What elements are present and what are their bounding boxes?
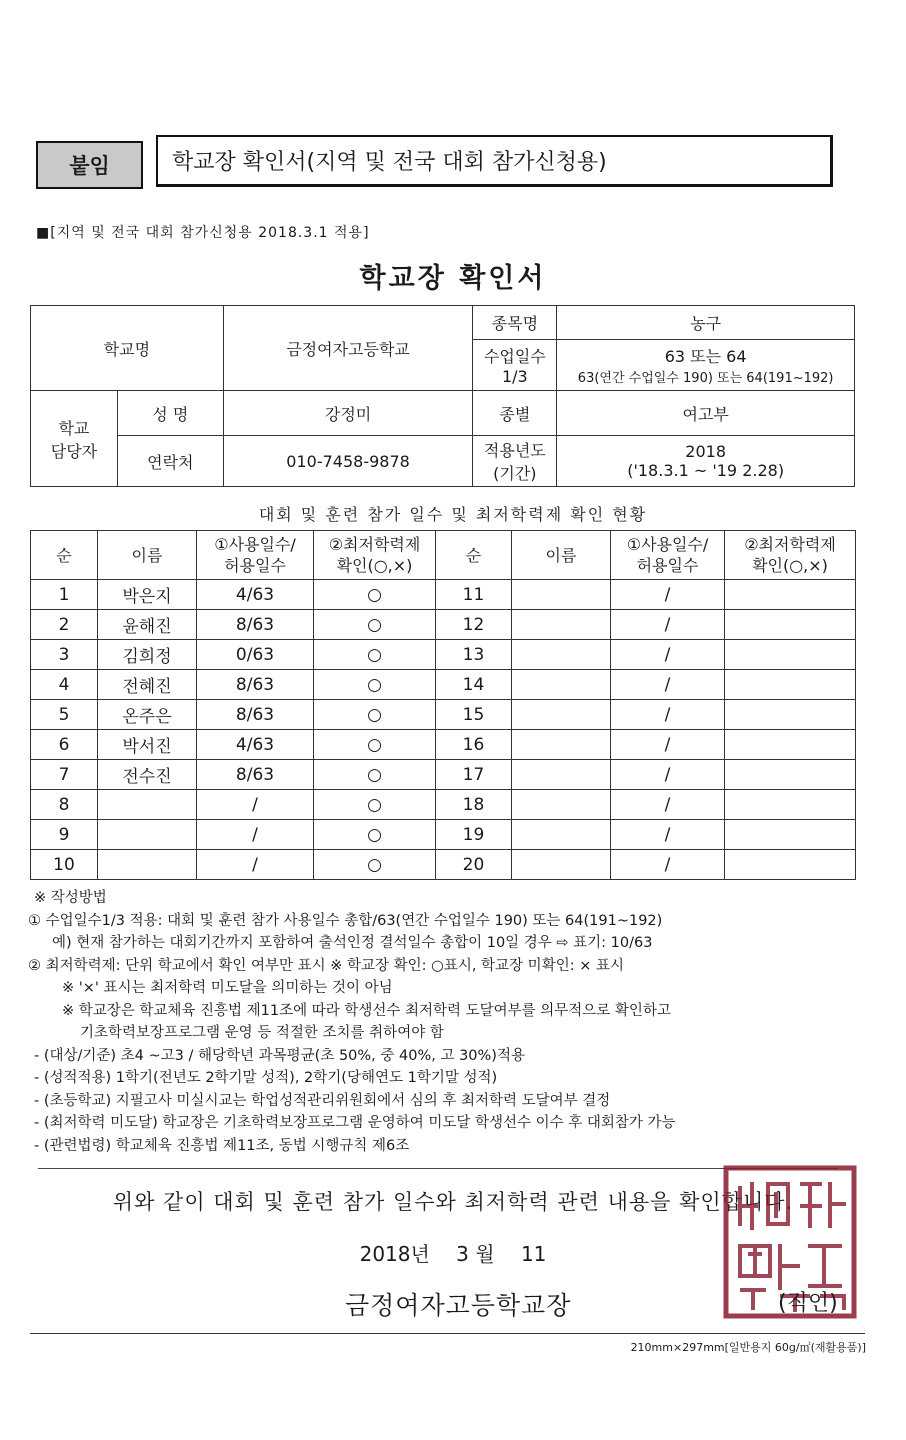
status-table — [30, 530, 856, 880]
table-row: 1 박은지 4/63 ○ 11 / — [31, 580, 856, 610]
school-info-table — [30, 305, 855, 487]
note-principal-duty: ※ 학교장은 학교체육 진흥법 제11조에 따라 학생선수 최저학력 도달여부를 의무적으로 확인하고 — [62, 1002, 671, 1019]
header-title: 학교장 확인서(지역 및 전국 대회 참가신청용) — [172, 150, 607, 175]
table-row: 7 전수진 8/63 ○ 17 / — [31, 760, 856, 790]
document-title: 학교장 확인서 — [359, 263, 547, 294]
writing-instructions — [28, 887, 873, 1157]
note-x-meaning: ※ '×' 표시는 최저학력 미도달을 의미하는 것이 아님 — [62, 980, 393, 996]
note-min-academic: ② 최저학력제: 단위 학교에서 확인 여부만 표시 ※ 학교장 확인: ○표시, 학교장 미확인: × 표시 — [28, 957, 624, 974]
table-row: 10 / ○ 20 / — [31, 850, 856, 880]
col-min-check: ②최저학력제 확인(○,×) — [314, 531, 436, 580]
col-days-2: ①사용일수/ 허용일수 — [611, 531, 725, 580]
note-related-law: - (관련법령) 학교체육 진흥법 제11조, 동법 시행규칙 제6조 — [34, 1137, 410, 1154]
year-value: 2018 ('18.3.1 ~ '19 2.28) — [557, 436, 855, 487]
division-label: 종별 — [473, 391, 557, 436]
notes-heading: ※ 작성방법 — [34, 890, 107, 906]
table-row: 4 전혜진 8/63 ○ 14 / — [31, 670, 856, 700]
table-row: 5 온주은 8/63 ○ 15 / — [31, 700, 856, 730]
col-min-check-2: ②최저학력제 확인(○,×) — [725, 531, 856, 580]
contact-label: 연락처 — [117, 436, 223, 487]
seal-label: (직인) — [778, 1291, 838, 1316]
table-row: 6 박서진 4/63 ○ 16 / — [31, 730, 856, 760]
principal-name: 금정여자고등학교장 — [345, 1291, 572, 1320]
date-month: 3 월 — [456, 1242, 495, 1266]
note-not-reached: - (최저학력 미도달) 학교장은 기초학력보장프로그램 운영하여 미도달 학생선수 이수 후 대회참가 가능 — [34, 1115, 676, 1131]
classdays-label: 수업일수 1/3 — [473, 340, 557, 391]
name-label: 성 명 — [117, 391, 223, 436]
sport-label: 종목명 — [473, 306, 557, 340]
date-day: 11 — [520, 1242, 547, 1266]
header-title-box — [156, 135, 833, 187]
col-days: ①사용일수/ 허용일수 — [197, 531, 314, 580]
table-row: 2 윤해진 8/63 ○ 12 / — [31, 610, 856, 640]
name-value: 강정미 — [223, 391, 473, 436]
form-note: ■[지역 및 전국 대회 참가신청용 2018.3.1 적용] — [36, 225, 370, 241]
col-name: 이름 — [98, 531, 197, 580]
note-target-criteria: - (대상/기준) 초4 ~고3 / 해당학년 과목평균(초 50%, 중 40%, 고 30%)적용 — [34, 1047, 525, 1064]
contact-value: 010-7458-9878 — [223, 436, 473, 487]
notes-divider — [38, 1168, 838, 1169]
sport-value: 농구 — [557, 306, 855, 340]
bottom-divider — [30, 1333, 865, 1334]
school-label: 학교명 — [31, 306, 224, 391]
date-year: 2018년 — [359, 1242, 430, 1266]
note-elementary: - (초등학교) 지필고사 미실시교는 학업성적관리위원회에서 심의 후 최저학력 도달여부 결정 — [34, 1092, 611, 1109]
division-value: 여고부 — [557, 391, 855, 436]
attachment-label: 붙임 — [36, 141, 143, 189]
year-label: 적용년도 (기간) — [473, 436, 557, 487]
status-title: 대회 및 훈련 참가 일수 및 최저학력제 확인 현황 — [258, 505, 648, 524]
col-no-2: 순 — [436, 531, 512, 580]
table-row: 8 / ○ 18 / — [31, 790, 856, 820]
note-grade-application: - (성적적용) 1학기(전년도 2학기말 성적), 2학기(당해연도 1학기말 성적) — [34, 1070, 498, 1086]
table-row: 9 / ○ 19 / — [31, 820, 856, 850]
col-no: 순 — [31, 531, 98, 580]
paper-spec: 210mm×297mm[일반용지 60g/㎡(재활용품)] — [630, 1341, 866, 1354]
school-value: 금정여자고등학교 — [223, 306, 473, 391]
manager-label: 학교 담당자 — [31, 391, 118, 487]
note-classdays-example: 예) 현재 참가하는 대회기간까지 포함하여 출석인정 결석일수 총합이 10일 경우 ⇨ 표기: 10/63 — [52, 935, 653, 951]
table-row: 3 김희정 0/63 ○ 13 / — [31, 640, 856, 670]
note-classdays: ① 수업일수1/3 적용: 대회 및 훈련 참가 사용일수 총합/63(연간 수업일수 190) 또는 64(191~192) — [28, 912, 663, 929]
note-principal-duty-cont: 기초학력보장프로그램 운영 등 적절한 조치를 취하여야 함 — [80, 1025, 444, 1041]
classdays-value: 63 또는 64 63(연간 수업일수 190) 또는 64(191~192) — [557, 340, 855, 391]
col-name-2: 이름 — [512, 531, 611, 580]
confirmation-statement: 위와 같이 대회 및 훈련 참가 일수와 최저학력 관련 내용을 확인합니다. — [112, 1190, 794, 1214]
